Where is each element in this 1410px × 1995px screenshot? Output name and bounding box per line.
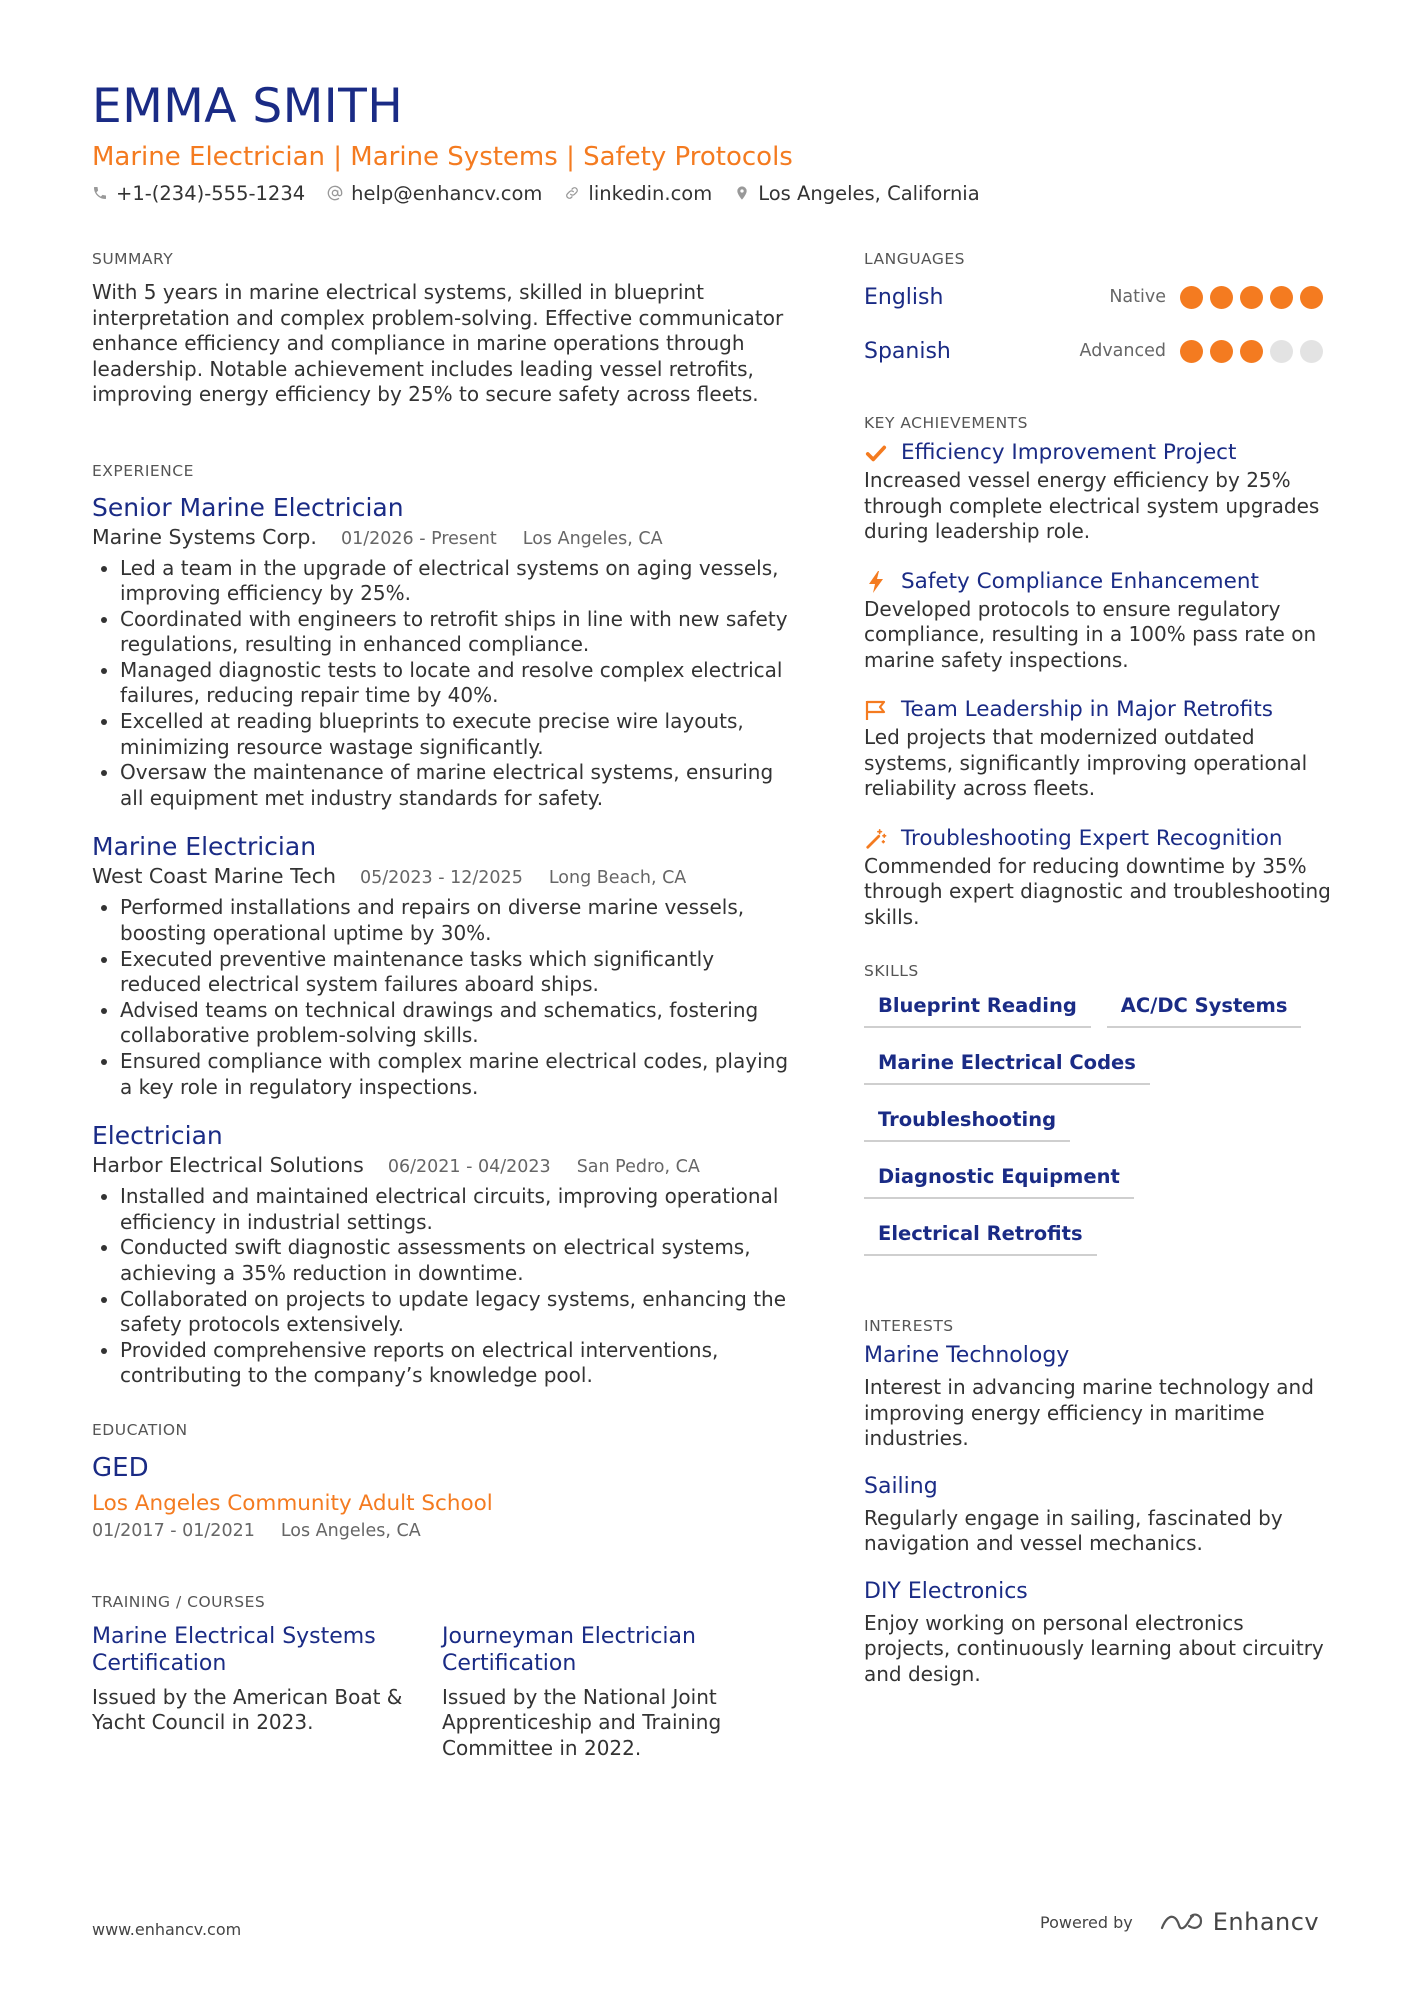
skills-section bbox=[864, 960, 1334, 1273]
rating-dot-empty bbox=[1270, 340, 1293, 363]
language-name: English bbox=[864, 284, 944, 310]
rating-dot-filled bbox=[1300, 286, 1323, 309]
interest-title: Marine Technology bbox=[864, 1343, 1070, 1368]
company-name: West Coast Marine Tech bbox=[92, 864, 336, 889]
achievement-title: Troubleshooting Expert Recognition bbox=[901, 825, 1283, 851]
bullet-item: • Coordinated with engineers to retrofit ships in line with new safety regulations, resulting in enhanced compliance. bbox=[120, 607, 792, 658]
interest-item bbox=[864, 1341, 1334, 1452]
job-location: Los Angeles, CA bbox=[522, 528, 663, 549]
skill-tag: Troubleshooting bbox=[864, 1102, 1070, 1142]
interest-text: Interest in advancing marine technology and improving energy efficiency in maritime industries. bbox=[864, 1375, 1314, 1450]
enhancv-logo-icon bbox=[1159, 1910, 1205, 1934]
job-entry bbox=[92, 1120, 792, 1389]
education-location: Los Angeles, CA bbox=[280, 1520, 421, 1541]
course-title: Marine Electrical Systems Certification bbox=[92, 1623, 376, 1676]
rating-dot-filled bbox=[1270, 286, 1293, 309]
contact-email[interactable] bbox=[327, 182, 542, 205]
left-column bbox=[92, 248, 792, 1761]
location-pin-icon bbox=[734, 184, 750, 202]
lightning-bolt-icon bbox=[864, 570, 888, 594]
email-text: help@enhancv.com bbox=[351, 181, 543, 205]
job-bullets bbox=[92, 1184, 792, 1389]
achievement-title: Safety Compliance Enhancement bbox=[901, 568, 1259, 594]
job-location: Long Beach, CA bbox=[548, 868, 687, 889]
language-name: Spanish bbox=[864, 338, 951, 364]
experience-section bbox=[92, 460, 792, 1389]
course-title: Journeyman Electrician Certification bbox=[442, 1623, 696, 1676]
education-title: EDUCATION bbox=[92, 1420, 188, 1439]
interest-text: Regularly engage in sailing, fascinated by navigation and vessel mechanics. bbox=[864, 1505, 1283, 1555]
enhancv-brand[interactable]: Enhancv bbox=[1212, 1908, 1320, 1936]
achievement-text: Developed protocols to ensure regulatory compliance, resulting in a 100% pass rate on marine safety inspections. bbox=[864, 596, 1317, 672]
bullet-item: • Installed and maintained electrical circuits, improving operational efficiency in industrial settings. bbox=[120, 1184, 792, 1235]
skill-tag: Diagnostic Equipment bbox=[864, 1159, 1134, 1199]
job-title: Marine Electrician bbox=[92, 832, 317, 862]
job-bullets bbox=[92, 556, 792, 812]
interest-title: Sailing bbox=[864, 1473, 938, 1499]
location-text: Los Angeles, California bbox=[758, 181, 980, 205]
language-row bbox=[864, 270, 1334, 324]
summary-title: SUMMARY bbox=[92, 250, 174, 268]
rating-dot-filled bbox=[1180, 286, 1203, 309]
achievement-title: Efficiency Improvement Project bbox=[901, 440, 1237, 465]
job-title: Electrician bbox=[92, 1121, 223, 1151]
summary-text: With 5 years in marine electrical systems, skilled in blueprint interpretation and complex problem-solving. Effective communicator enhance efficiency and compliance in marine operations through leadership. Notable achievement includes leading vessel retrofits, improving energy efficiency by 25% to secure safety across fleets. bbox=[92, 280, 784, 406]
rating-dot-filled bbox=[1210, 340, 1233, 363]
skill-tag: Marine Electrical Codes bbox=[864, 1045, 1150, 1085]
powered-by-text: Powered by bbox=[1040, 1912, 1133, 1932]
language-row bbox=[864, 324, 1334, 378]
footer-branding bbox=[1040, 1908, 1319, 1936]
contact-bar bbox=[92, 178, 1002, 208]
interest-text: Enjoy working on personal electronics projects, continuously learning about circuitry and design. bbox=[864, 1610, 1324, 1686]
skill-tag: Electrical Retrofits bbox=[864, 1216, 1097, 1256]
job-entry bbox=[92, 492, 792, 812]
rating-dot-filled bbox=[1210, 286, 1233, 309]
contact-linkedin[interactable] bbox=[564, 182, 712, 205]
job-location: San Pedro, CA bbox=[576, 1157, 700, 1178]
course-description: Issued by the American Boat & Yacht Council in 2023. bbox=[92, 1684, 403, 1735]
achievement-item bbox=[864, 438, 1334, 545]
achievement-text: Increased vessel energy efficiency by 25% through complete electrical system upgrades during leadership role. bbox=[864, 468, 1320, 543]
bullet-item: • Conducted swift diagnostic assessments on electrical systems, achieving a 35% reduction in downtime. bbox=[120, 1235, 792, 1286]
interest-title: DIY Electronics bbox=[864, 1578, 1028, 1604]
bullet-item: • Advised teams on technical drawings and schematics, fostering collaborative problem-solving skills. bbox=[120, 998, 792, 1049]
bullet-item: • Oversaw the maintenance of marine electrical systems, ensuring all equipment met industry standards for safety. bbox=[120, 760, 792, 811]
interests-title: INTERESTS bbox=[864, 1317, 954, 1335]
training-title: TRAINING / COURSES bbox=[92, 1592, 266, 1611]
phone-icon bbox=[92, 185, 108, 201]
job-meta bbox=[92, 524, 792, 552]
headline: Marine Electrician | Marine Systems | Safety Protocols bbox=[92, 142, 793, 172]
education-meta bbox=[92, 1519, 792, 1543]
achievement-title: Team Leadership in Major Retrofits bbox=[901, 697, 1273, 722]
bullet-item: • Collaborated on projects to update legacy systems, enhancing the safety protocols extensively. bbox=[120, 1287, 792, 1338]
company-name: Harbor Electrical Solutions bbox=[92, 1153, 364, 1178]
bullet-item: • Provided comprehensive reports on electrical interventions, contributing to the company’s knowledge pool. bbox=[120, 1338, 792, 1389]
job-dates: 01/2026 - Present bbox=[340, 528, 497, 549]
contact-location bbox=[734, 182, 979, 205]
rating-dot-filled bbox=[1240, 340, 1263, 363]
achievement-item bbox=[864, 695, 1334, 802]
language-level: Advanced bbox=[1079, 341, 1166, 361]
job-title: Senior Marine Electrician bbox=[92, 492, 404, 522]
skill-tag: Blueprint Reading bbox=[864, 988, 1091, 1028]
job-entry bbox=[92, 831, 792, 1100]
skill-tag: AC/DC Systems bbox=[1107, 988, 1302, 1028]
magic-wand-icon bbox=[864, 827, 888, 851]
at-icon bbox=[327, 185, 343, 201]
flag-icon bbox=[864, 698, 888, 722]
job-dates: 06/2021 - 04/2023 bbox=[387, 1157, 551, 1178]
course-item bbox=[92, 1623, 405, 1762]
contact-phone[interactable] bbox=[92, 182, 305, 205]
interest-item bbox=[864, 1577, 1334, 1688]
language-rating bbox=[1180, 286, 1330, 309]
interests-section bbox=[864, 1315, 1334, 1687]
job-meta bbox=[92, 1152, 792, 1180]
degree: GED bbox=[92, 1452, 149, 1483]
bullet-item: • Executed preventive maintenance tasks which significantly reduced electrical system failures aboard ships. bbox=[120, 947, 792, 998]
bullet-item: • Managed diagnostic tests to locate and resolve complex electrical failures, reducing repair time by 40%. bbox=[120, 658, 792, 709]
language-rating bbox=[1180, 340, 1330, 363]
course-item bbox=[442, 1623, 755, 1762]
achievement-item bbox=[864, 824, 1334, 931]
skills-list bbox=[864, 988, 1334, 1273]
linkedin-text: linkedin.com bbox=[588, 181, 713, 205]
achievements-section bbox=[864, 412, 1334, 930]
job-dates: 05/2023 - 12/2025 bbox=[359, 868, 523, 889]
checkmark-icon bbox=[864, 441, 888, 465]
languages-section bbox=[864, 248, 1334, 378]
footer-website[interactable]: www.enhancv.com bbox=[92, 1920, 242, 1939]
bullet-item: • Ensured compliance with complex marine electrical codes, playing a key role in regulatory inspections. bbox=[120, 1049, 792, 1100]
course-description: Issued by the National Joint Apprenticeship and Training Committee in 2022. bbox=[442, 1684, 722, 1760]
candidate-name: EMMA SMITH bbox=[92, 79, 404, 134]
bullet-item: • Excelled at reading blueprints to execute precise wire layouts, minimizing resource wastage significantly. bbox=[120, 709, 792, 760]
phone-text: +1-(234)-555-1234 bbox=[116, 181, 306, 205]
education-section bbox=[92, 1419, 792, 1543]
school-name: Los Angeles Community Adult School bbox=[92, 1490, 493, 1516]
achievement-text: Led projects that modernized outdated systems, significantly improving operational reliability across fleets. bbox=[864, 725, 1308, 800]
achievements-title: KEY ACHIEVEMENTS bbox=[864, 414, 1028, 432]
job-meta bbox=[92, 863, 792, 891]
achievement-header bbox=[864, 438, 1334, 468]
achievement-header bbox=[864, 567, 1334, 597]
bullet-item: • Performed installations and repairs on diverse marine vessels, boosting operational uptime by 30%. bbox=[120, 895, 792, 946]
company-name: Marine Systems Corp. bbox=[92, 524, 317, 549]
right-column bbox=[864, 248, 1334, 1707]
interest-item bbox=[864, 1472, 1334, 1557]
summary-section bbox=[92, 248, 792, 408]
languages-title: LANGUAGES bbox=[864, 250, 966, 268]
bullet-item: • Led a team in the upgrade of electrical systems on aging vessels, improving efficiency by 25%. bbox=[120, 556, 792, 607]
rating-dot-filled bbox=[1180, 340, 1203, 363]
link-icon bbox=[564, 185, 580, 201]
job-bullets bbox=[92, 895, 792, 1100]
achievement-header bbox=[864, 824, 1334, 854]
achievement-item bbox=[864, 567, 1334, 674]
achievement-header bbox=[864, 695, 1334, 725]
skills-title: SKILLS bbox=[864, 962, 919, 980]
rating-dot-empty bbox=[1300, 340, 1323, 363]
achievement-text: Commended for reducing downtime by 35% through expert diagnostic and troubleshooting skills. bbox=[864, 853, 1331, 929]
language-level: Native bbox=[1109, 287, 1166, 307]
courses-list bbox=[92, 1623, 792, 1762]
training-section bbox=[92, 1591, 792, 1762]
education-dates: 01/2017 - 01/2021 bbox=[92, 1520, 255, 1541]
rating-dot-filled bbox=[1240, 286, 1263, 309]
experience-title: EXPERIENCE bbox=[92, 461, 194, 480]
